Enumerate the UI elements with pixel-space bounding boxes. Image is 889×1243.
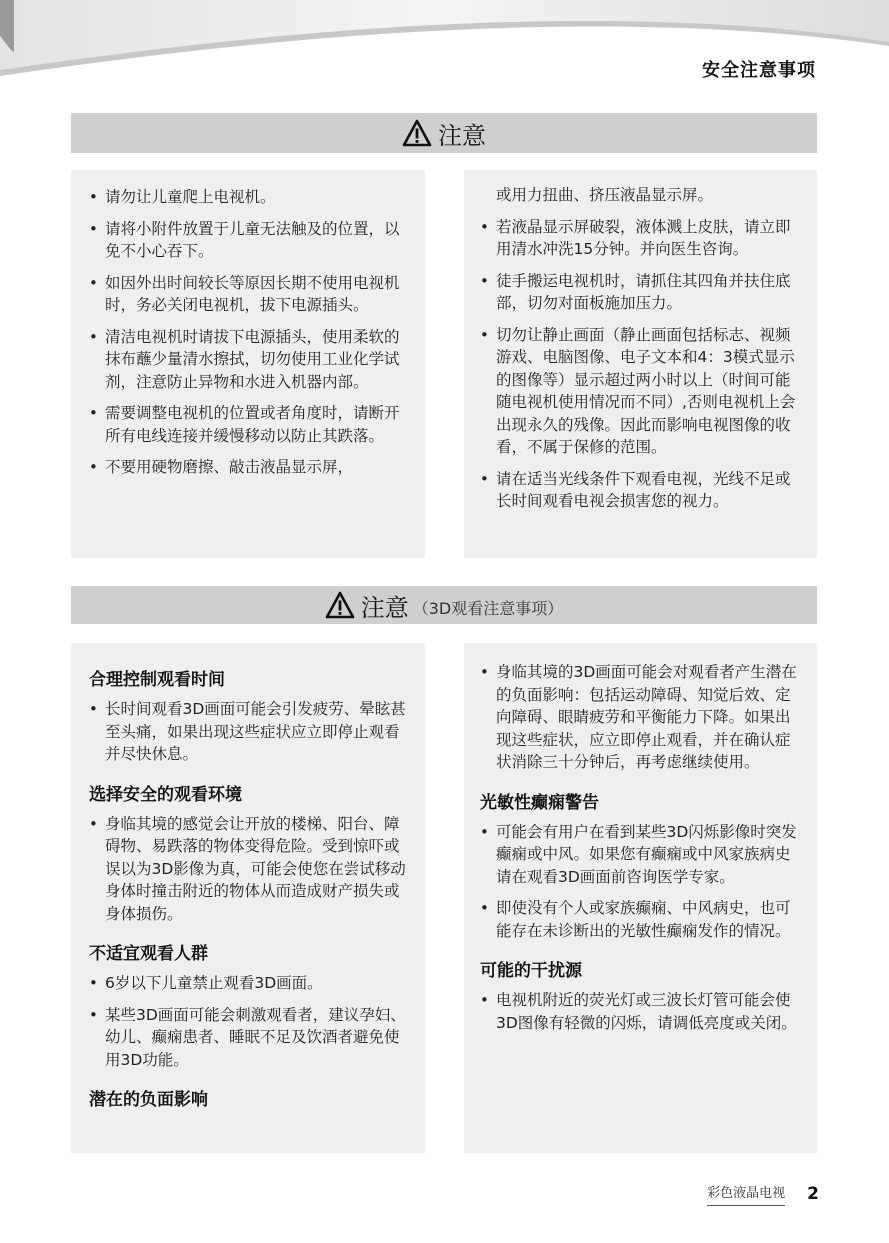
list-item: • 切勿让静止画面（静止画面包括标志、视频游戏、电脑图像、电子文本和4：3模式显示的图像等）显示超过两小时以上（时间可能随电视机使用情况而不同）,否则电视机上会出现永久的残像。因此而影响电视图像的收看，不属于保修的范围。: [480, 324, 803, 459]
footer-title: 彩色液晶电视: [707, 1182, 785, 1206]
warning-triangle-icon: [325, 591, 355, 619]
list-item: • 6岁以下儿童禁止观看3D画面。: [89, 972, 409, 995]
caution-banner: [71, 113, 817, 153]
list-item: • 请将小附件放置于儿童无法触及的位置，以免不小心吞下。: [89, 218, 409, 263]
subheading-interference: 可能的干扰源: [480, 961, 582, 981]
list-item: • 如因外出时间较长等原因长期不使用电视机时，务必关闭电视机，拔下电源插头。: [89, 272, 409, 317]
list-item: • 即使没有个人或家族癫痫、中风病史，也可能存在未诊断出的光敏性癫痫发作的情况。: [480, 897, 803, 942]
subheading-safe-environment: 选择安全的观看环境: [89, 784, 242, 805]
safe-environment-list: [89, 813, 409, 926]
subheading-viewing-time: 合理控制观看时间: [89, 670, 225, 690]
caution-3d-subtitle: （3D观看注意事项）: [412, 598, 564, 618]
3d-right-column: [464, 643, 817, 1153]
list-item: • 请勿让儿童爬上电视机。: [89, 186, 409, 209]
list-item: • 电视机附近的荧光灯或三波长灯管可能会使3D图像有轻微的闪烁，请调低亮度或关闭。: [480, 989, 803, 1034]
section-title: 安全注意事项: [702, 60, 816, 81]
list-item: • 需要调整电视机的位置或者角度时，请断开所有电线连接并缓慢移动以防止其跌落。: [89, 402, 409, 447]
caution-title: 注意: [438, 121, 486, 150]
subheading-epilepsy-warning: 光敏性癫痫警告: [480, 792, 599, 813]
unsuitable-viewers-list: [89, 972, 409, 1071]
interference-list: [480, 989, 803, 1034]
caution-3d-banner: [71, 586, 817, 624]
list-item: • 可能会有用户在看到某些3D闪烁影像时突发癫痫或中风。如果您有癫痫或中风家族病史请在观看3D画面前咨询医学专家。: [480, 821, 803, 889]
subheading-negative-effects: 潜在的负面影响: [89, 1090, 208, 1110]
list-item: • 清洁电视机时请拔下电源插头，使用柔软的抹布蘸少量清水擦拭，切勿使用工业化学试剂，注意防止异物和水进入机器内部。: [89, 326, 409, 394]
negative-effects-list: [480, 661, 803, 774]
list-item: • 长时间观看3D画面可能会引发疲劳、晕眩甚至头痛，如果出现这些症状应立即停止观看并尽快休息。: [89, 698, 409, 766]
list-item: • 若液晶显示屏破裂，液体溅上皮肤，请立即用清水冲洗15分钟。并向医生咨询。: [480, 216, 803, 261]
caution-list-right: [480, 184, 803, 513]
page-number: 2: [807, 1184, 819, 1204]
subheading-unsuitable-viewers: 不适宜观看人群: [89, 944, 208, 964]
caution-right-column: [464, 170, 817, 558]
list-item: • 某些3D画面可能会刺激观看者，建议孕妇、幼儿、癫痫患者、睡眠不足及饮酒者避免使用3D功能。: [89, 1004, 409, 1072]
page-footer: [707, 1182, 819, 1206]
list-item: • 请在适当光线条件下观看电视，光线不足或长时间观看电视会损害您的视力。: [480, 468, 803, 513]
list-item: • 身临其境的3D画面可能会对观看者产生潜在的负面影响：包括运动障碍、知觉后效、定向障碍、眼睛疲劳和平衡能力下降。如果出现这些症状，应立即停止观看，并在确认症状消除三十分钟后，再考虑继续使用。: [480, 661, 803, 774]
caution-left-column: [71, 170, 425, 558]
warning-triangle-icon: [402, 119, 432, 147]
list-item: • 身临其境的感觉会让开放的楼梯、阳台、障碍物、易跌落的物体变得危险。受到惊吓或误以为3D影像为真，可能会使您在尝试移动身体时撞击附近的物体从而造成财产损失或身体损伤。: [89, 813, 409, 926]
list-item: • 徒手搬运电视机时，请抓住其四角并扶住底部，切勿对面板施加压力。: [480, 270, 803, 315]
caution-3d-title: 注意: [360, 593, 409, 622]
3d-left-column: [71, 643, 425, 1153]
caution-list-left: [89, 186, 409, 479]
epilepsy-warning-list: [480, 821, 803, 943]
list-item: • 不要用硬物磨擦、敲击液晶显示屏，: [89, 456, 409, 479]
viewing-time-list: [89, 698, 409, 766]
list-item-continuation: 或用力扭曲、挤压液晶显示屏。: [496, 186, 714, 204]
